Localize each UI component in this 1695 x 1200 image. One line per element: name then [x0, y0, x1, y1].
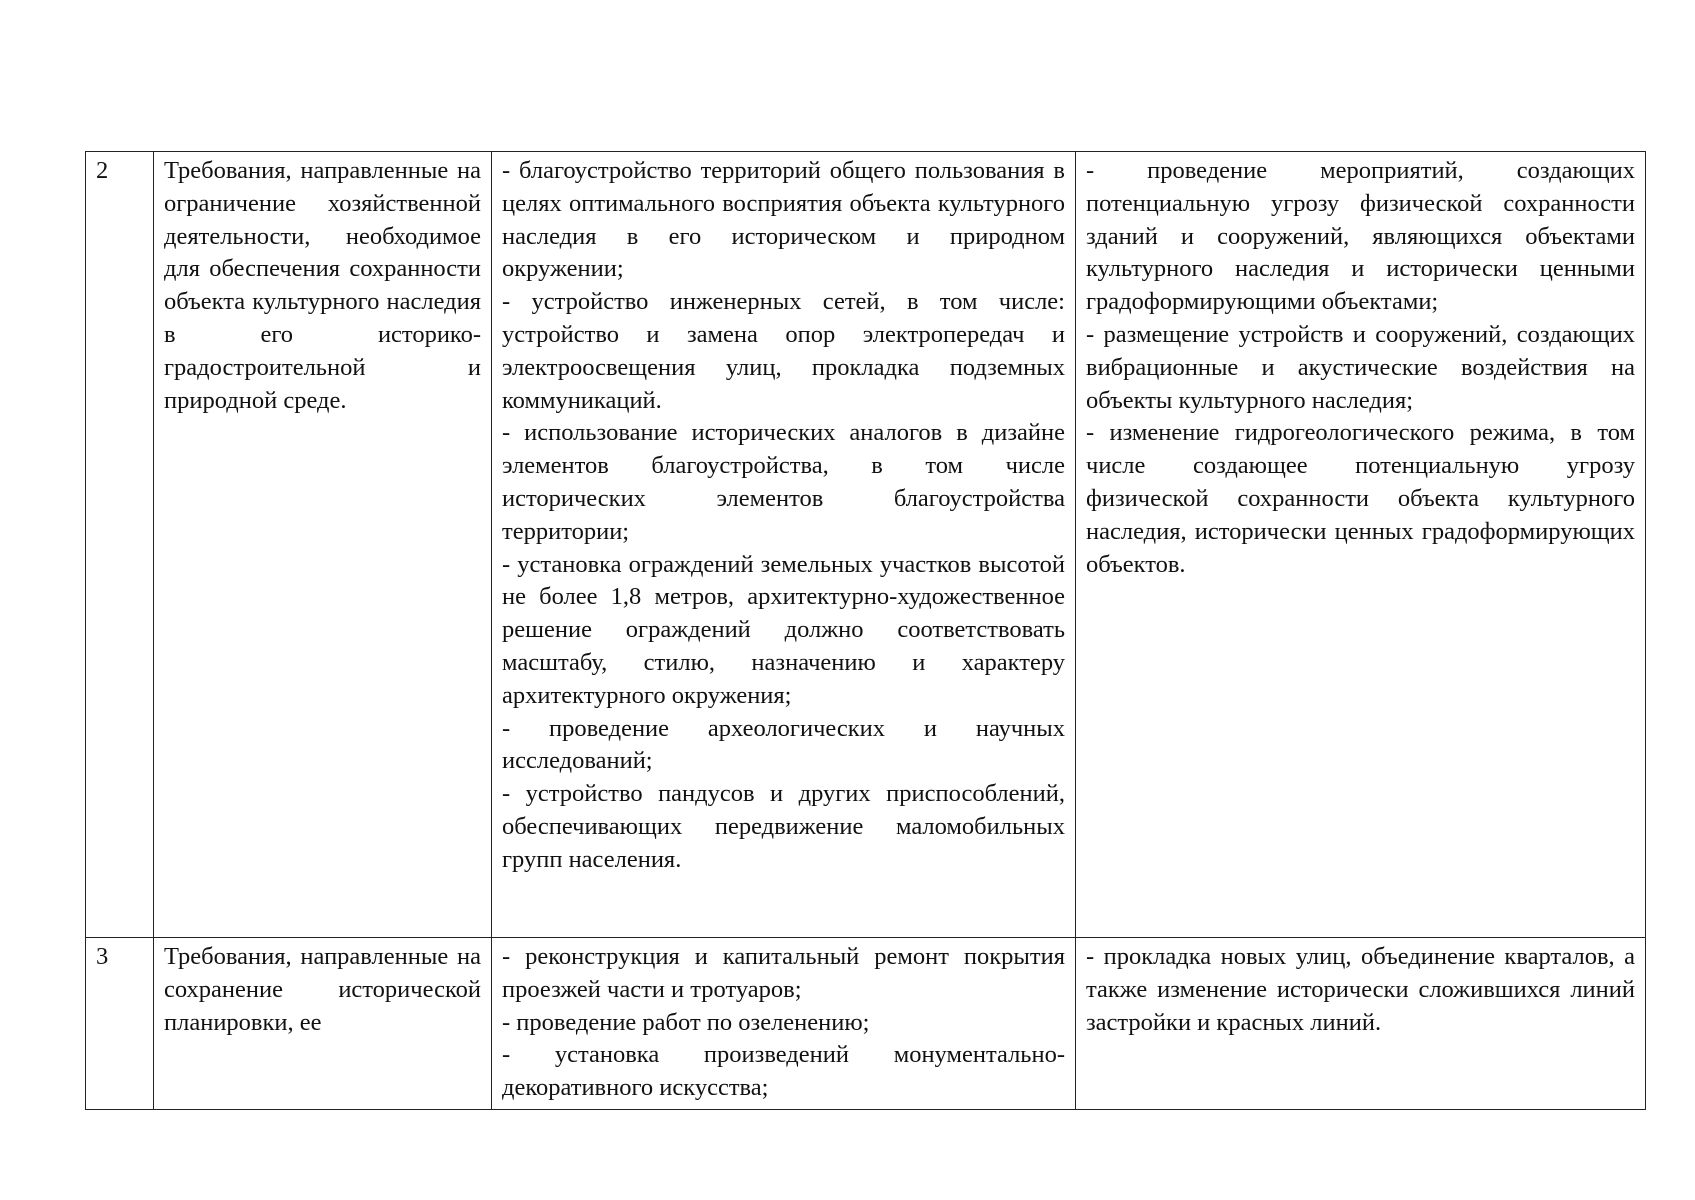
list-item: - проведение мероприятий, создающих потенциальную угрозу физической сохранности зданий и сооружений, являющихся объектами культурного наследия и исторически ценными градоформирующими объектами;: [1086, 157, 1635, 316]
allowed-cell: [492, 152, 1076, 938]
requirement-text: Требования, направленные на ограничение хозяйственной деятельности, необходимое для обеспечения сохранности объекта культурного наследия в его историко-градостроительной и природной среде.: [164, 157, 481, 414]
row-number-cell: [86, 938, 154, 1110]
forbidden-clip: [1086, 941, 1635, 1104]
list-item: - изменение гидрогеологического режима, в том числе создающее потенциальную угрозу физической сохранности объекта культурного наследия, исторически ценных градоформирующих объектов.: [1086, 419, 1635, 578]
table-row: [86, 938, 1646, 1110]
forbidden-cell: [1076, 938, 1646, 1110]
table-row: [86, 152, 1646, 938]
list-item: - размещение устройств и сооружений, создающих вибрационные и акустические воздействия на объекты культурного наследия;: [1086, 320, 1635, 414]
allowed-clip: [502, 941, 1065, 1104]
requirement-cell: [154, 938, 492, 1110]
requirement-clip: [164, 941, 481, 1104]
requirement-text: Требования, направленные на сохранение исторической планировки, ее: [164, 943, 481, 1036]
list-item: - установка ограждений земельных участков высотой не более 1,8 метров, архитектурно-художественное решение ограждений должно соответствовать масштабу, стилю, назначению и характеру архитектурного окружения;: [502, 550, 1065, 709]
row-number-cell: [86, 152, 154, 938]
row-number: 3: [96, 943, 109, 970]
list-item: - устройство пандусов и других приспособлений, обеспечивающих передвижение маломобильных групп населения.: [502, 780, 1065, 873]
list-item: - использование исторических аналогов в дизайне элементов благоустройства, в том числе исторических элементов благоустройства территории;: [502, 419, 1065, 545]
list-item: - прокладка новых улиц, объединение кварталов, а также изменение исторически сложившихся линий застройки и красных линий.: [1086, 943, 1635, 1036]
list-item: - устройство инженерных сетей, в том числе: устройство и замена опор электропередач и электроосвещения улиц, прокладка подземных коммуникаций.: [502, 288, 1065, 414]
list-item: - благоустройство территорий общего пользования в целях оптимального восприятия объекта культурного наследия в его историческом и природном окружении;: [502, 157, 1065, 283]
forbidden-cell: [1076, 152, 1646, 938]
list-item: - установка произведений монументально-декоративного искусства;: [502, 1041, 1065, 1102]
requirement-cell: [154, 152, 492, 938]
row-number: 2: [96, 157, 109, 184]
allowed-cell: [492, 938, 1076, 1110]
list-item: - проведение археологических и научных исследований;: [502, 714, 1065, 775]
list-item: - проведение работ по озеленению;: [502, 1008, 870, 1036]
list-item: - реконструкция и капитальный ремонт покрытия проезжей части и тротуаров;: [502, 943, 1065, 1003]
requirements-table: [85, 151, 1646, 1110]
